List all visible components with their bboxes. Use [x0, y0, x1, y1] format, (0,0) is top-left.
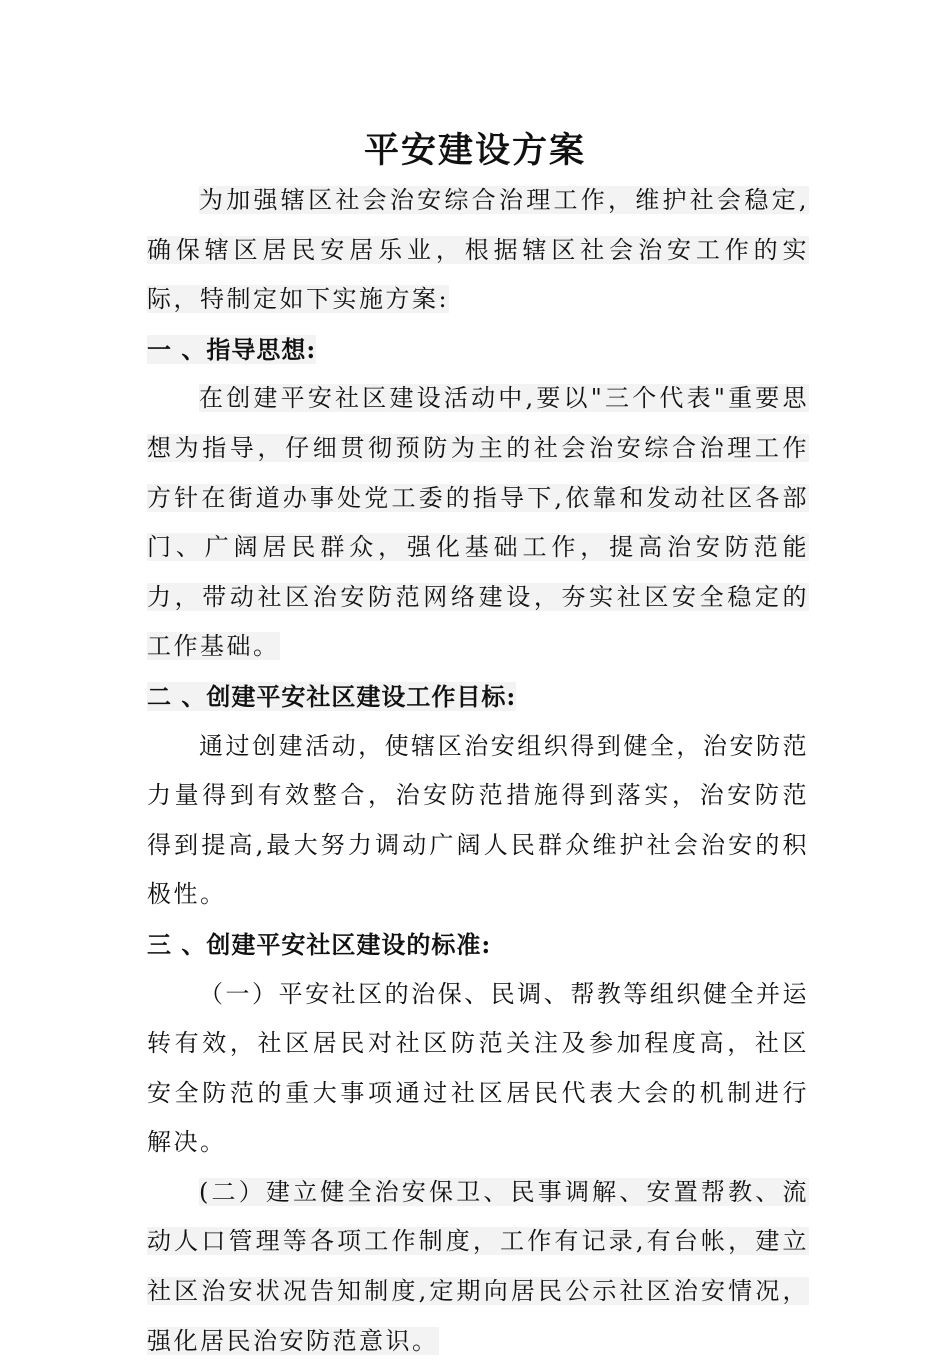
section-1-text: 在创建平安社区建设活动中,要以"三个代表"重要思想为指导，仔细贯彻预防为主的社会治安综合治理工作方针在街道办事处党工委的指导下,依靠和发动社区各部门、广阔居民群众，强化基础工作，提高治安防范能力，带动社区治安防范网络建设，夯实社区安全稳定的工作基础。	[147, 384, 809, 661]
intro-paragraph	[147, 176, 809, 325]
section-1-paragraph	[147, 374, 809, 672]
section-3-heading	[147, 920, 809, 970]
section-2-paragraph	[147, 722, 809, 920]
document-title: 平安建设方案	[363, 130, 586, 171]
section-3-item-1-text: （一）平安社区的治保、民调、帮教等组织健全并运转有效，社区居民对社区防范关注及参加程度高，社区安全防范的重大事项通过社区居民代表大会的机制进行解决。	[147, 979, 809, 1157]
section-2-heading	[147, 672, 809, 722]
document-body	[147, 176, 809, 1366]
intro-text: 为加强辖区社会治安综合治理工作，维护社会稳定,确保辖区居民安居乐业，根据辖区社会治安工作的实际，特制定如下实施方案:	[147, 186, 809, 314]
section-2-heading-text: 二 、创建平安社区建设工作目标:	[147, 681, 517, 711]
section-1-heading	[147, 325, 809, 375]
section-1-heading-text: 一 、指导思想:	[147, 334, 317, 364]
section-2-text: 通过创建活动，使辖区治安组织得到健全，治安防范力量得到有效整合，治安防范措施得到落实，治安防范得到提高,最大努力调动广阔人民群众维护社会治安的积极性。	[147, 731, 809, 909]
section-3-heading-text: 三 、创建平安社区建设的标准:	[147, 929, 492, 959]
section-3-item-1	[147, 970, 809, 1168]
section-3-item-2	[147, 1168, 809, 1366]
section-3-item-2-text: (二）建立健全治安保卫、民事调解、安置帮教、流动人口管理等各项工作制度，工作有记录,有台帐，建立社区治安状况告知制度,定期向居民公示社区治安情况，强化居民治安防范意识。	[147, 1177, 809, 1355]
